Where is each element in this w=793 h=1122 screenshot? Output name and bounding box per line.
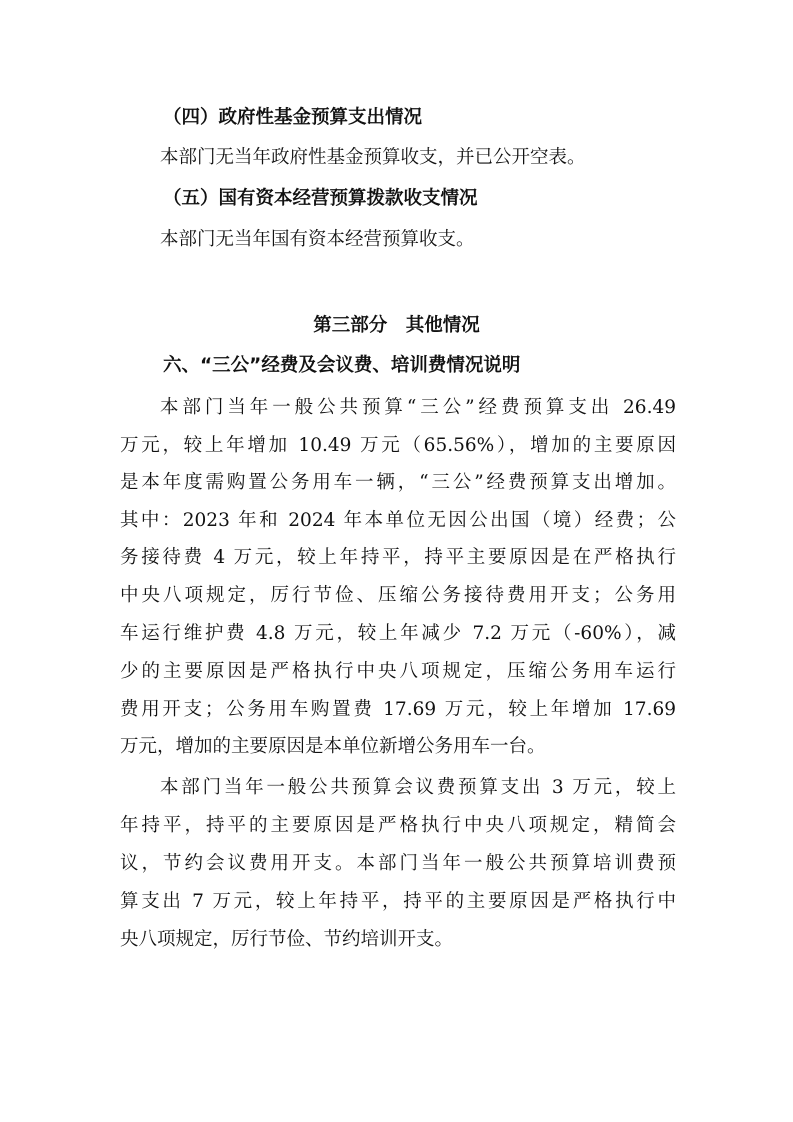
text-line: 万元，较上年增加 10.49 万元（65.56%），增加的主要原因 <box>120 435 676 456</box>
text-line: 算支出 7 万元，较上年持平，持平的主要原因是严格执行中 <box>120 891 676 912</box>
text-line: 其中：2023 年和 2024 年本单位无因公出国（境）经费；公 <box>120 510 676 531</box>
part-three-title: 第三部分 其他情况 <box>313 315 480 336</box>
text-line: 少的主要原因是严格执行中央八项规定，压缩公务用车运行 <box>120 661 676 682</box>
text-line: 是本年度需购置公务用车一辆，“三公”经费预算支出增加。 <box>120 472 676 493</box>
heading-gov-fund: （四）政府性基金预算支出情况 <box>163 107 423 128</box>
heading-state-capital: （五）国有资本经营预算拨款收支情况 <box>163 188 478 209</box>
heading-three-public: 六、“三公”经费及会议费、培训费情况说明 <box>163 355 521 376</box>
text-line: 本部门当年一般公共预算“三公”经费预算支出 26.49 <box>160 397 676 418</box>
text-line: 本部门当年一般公共预算会议费预算支出 3 万元，较上 <box>160 777 676 798</box>
text-line: 中央八项规定，厉行节俭、压缩公务接待费用开支；公务用 <box>120 585 676 606</box>
text-line: 万元，增加的主要原因是本单位新增公务用车一台。 <box>120 736 546 757</box>
paragraph-state-capital: 本部门无当年国有资本经营预算收支。 <box>160 229 475 250</box>
text-line: 务接待费 4 万元，较上年持平，持平主要原因是在严格执行 <box>120 547 676 568</box>
paragraph-gov-fund: 本部门无当年政府性基金预算收支，并已公开空表。 <box>160 147 586 168</box>
text-line: 议，节约会议费用开支。本部门当年一般公共预算培训费预 <box>120 853 676 874</box>
text-line: 年持平，持平的主要原因是严格执行中央八项规定，精简会 <box>120 815 676 836</box>
text-line: 央八项规定，厉行节俭、节约培训开支。 <box>120 929 454 950</box>
text-line: 车运行维护费 4.8 万元，较上年减少 7.2 万元（-60%），减 <box>120 623 676 644</box>
text-line: 费用开支；公务用车购置费 17.69 万元，较上年增加 17.69 <box>120 699 676 720</box>
